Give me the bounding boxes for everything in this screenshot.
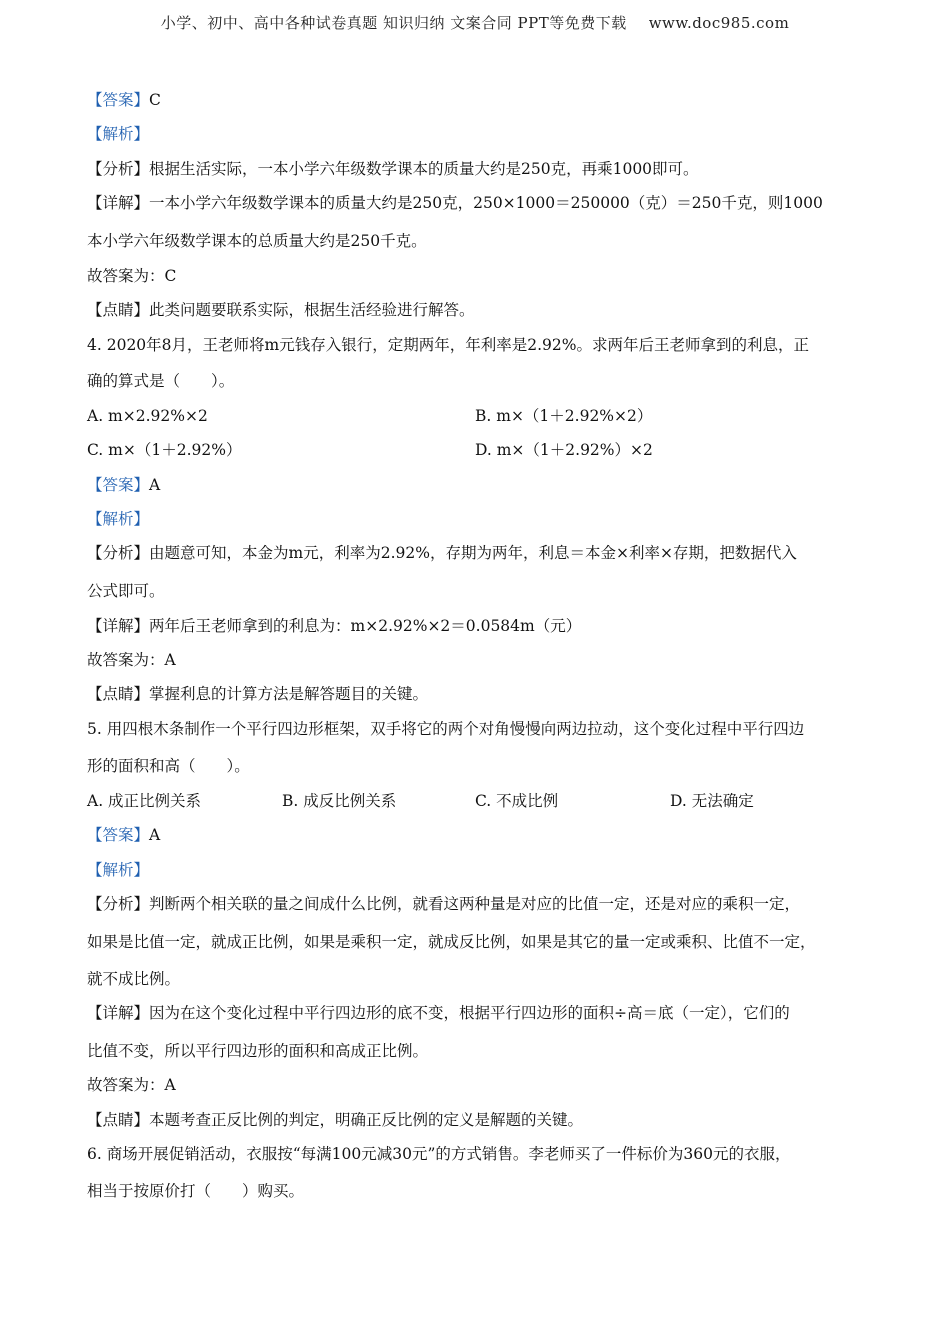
q3-fenxi: 根据生活实际，一本小学六年级数学课本的质量大约是250克，再乘1000即可。 [149, 160, 699, 178]
q5-detail-line-1 [87, 1003, 790, 1023]
q4-fenxi-line-2: 公式即可。 [87, 582, 165, 600]
q4-fenxi-1: 由题意可知，本金为m元，利率为2.92%，存期为两年，利息＝本金×利率×存期，把数据代入 [149, 544, 797, 562]
q3-detail-line-1 [87, 193, 823, 213]
q5-answer: A [149, 826, 161, 844]
q3-answer: C [149, 91, 161, 109]
q5-option-a: A. 成正比例关系 [87, 792, 202, 810]
fenxi-tag: 【分析】 [87, 544, 150, 562]
q4-detail: 两年后王老师拿到的利息为：m×2.92%×2＝0.0584m（元） [149, 617, 582, 635]
header-text: 小学、初中、高中各种试卷真题 知识归纳 文案合同 PPT等免费下载 [160, 14, 627, 32]
q3-detail-line-2: 本小学六年级数学课本的总质量大约是250千克。 [87, 232, 427, 250]
q4-point-line [87, 684, 428, 704]
page-header [0, 12, 950, 33]
fenxi-tag: 【分析】 [87, 160, 150, 178]
q4-option-c: C. m×（1＋2.92%） [87, 441, 242, 459]
header-url[interactable]: www.doc985.com [648, 14, 790, 32]
q4-option-b: B. m×（1＋2.92%×2） [475, 407, 653, 425]
point-tag: 【点睛】 [87, 1111, 150, 1129]
q4-answer: A [149, 476, 161, 494]
q4-option-d: D. m×（1＋2.92%）×2 [475, 441, 653, 459]
q5-answer-line [87, 825, 160, 845]
q3-point: 此类问题要联系实际，根据生活经验进行解答。 [149, 301, 475, 319]
detail-tag: 【详解】 [87, 1004, 150, 1022]
q5-stem-line-2: 形的面积和高（ ）。 [87, 757, 250, 775]
q4-conclusion: 故答案为：A [87, 651, 176, 669]
q4-point: 掌握利息的计算方法是解答题目的关键。 [149, 685, 429, 703]
q5-option-d: D. 无法确定 [670, 792, 754, 810]
analysis-tag: 【解析】 [87, 861, 150, 879]
q5-detail-line-2: 比值不变，所以平行四边形的面积和高成正比例。 [87, 1042, 429, 1060]
q5-conclusion: 故答案为：A [87, 1076, 176, 1094]
answer-tag: 【答案】 [87, 476, 150, 494]
detail-tag: 【详解】 [87, 194, 150, 212]
answer-tag: 【答案】 [87, 91, 150, 109]
q5-analysis-line [87, 860, 149, 880]
q3-point-line [87, 300, 475, 320]
q5-fenxi-line-3: 就不成比例。 [87, 970, 181, 988]
q4-stem-line-1: 4. 2020年8月，王老师将m元钱存入银行，定期两年，年利率是2.92%。求两年后王老师拿到的利息，正 [87, 336, 809, 354]
q4-fenxi-line-1 [87, 543, 797, 563]
point-tag: 【点睛】 [87, 301, 150, 319]
q5-fenxi-line-1 [87, 894, 800, 914]
detail-tag: 【详解】 [87, 617, 150, 635]
analysis-tag: 【解析】 [87, 125, 150, 143]
q5-fenxi-1: 判断两个相关联的量之间成什么比例，就看这两种量是对应的比值一定，还是对应的乘积一定， [149, 895, 801, 913]
q3-detail-1: 一本小学六年级数学课本的质量大约是250克，250×1000＝250000（克）＝250千克，则1000 [149, 194, 823, 212]
q3-conclusion: 故答案为：C [87, 267, 177, 285]
q6-stem-line-2: 相当于按原价打（ ）购买。 [87, 1182, 305, 1200]
analysis-tag: 【解析】 [87, 510, 150, 528]
q5-point: 本题考查正反比例的判定，明确正反比例的定义是解题的关键。 [149, 1111, 584, 1129]
q3-answer-line [87, 90, 161, 110]
answer-tag: 【答案】 [87, 826, 150, 844]
q4-analysis-line [87, 509, 149, 529]
q3-fenxi-line [87, 159, 699, 179]
q4-stem-line-2: 确的算式是（ ）。 [87, 372, 235, 390]
q5-option-c: C. 不成比例 [475, 792, 559, 810]
point-tag: 【点睛】 [87, 685, 150, 703]
q4-option-a: A. m×2.92%×2 [87, 407, 208, 425]
q5-point-line [87, 1110, 583, 1130]
q6-stem-line-1: 6. 商场开展促销活动，衣服按“每满100元减30元”的方式销售。李老师买了一件标价为360元的衣服， [87, 1145, 791, 1163]
q4-answer-line [87, 475, 160, 495]
q5-fenxi-line-2: 如果是比值一定，就成正比例，如果是乘积一定，就成反比例，如果是其它的量一定或乘积、比值不一定， [87, 933, 816, 951]
q5-stem-line-1: 5. 用四根木条制作一个平行四边形框架，双手将它的两个对角慢慢向两边拉动，这个变化过程中平行四边 [87, 720, 805, 738]
q4-detail-line [87, 616, 581, 636]
q3-analysis-line [87, 124, 149, 144]
fenxi-tag: 【分析】 [87, 895, 150, 913]
q5-detail-1: 因为在这个变化过程中平行四边形的底不变，根据平行四边形的面积÷高＝底（一定），它们的 [149, 1004, 790, 1022]
q5-option-b: B. 成反比例关系 [282, 792, 397, 810]
